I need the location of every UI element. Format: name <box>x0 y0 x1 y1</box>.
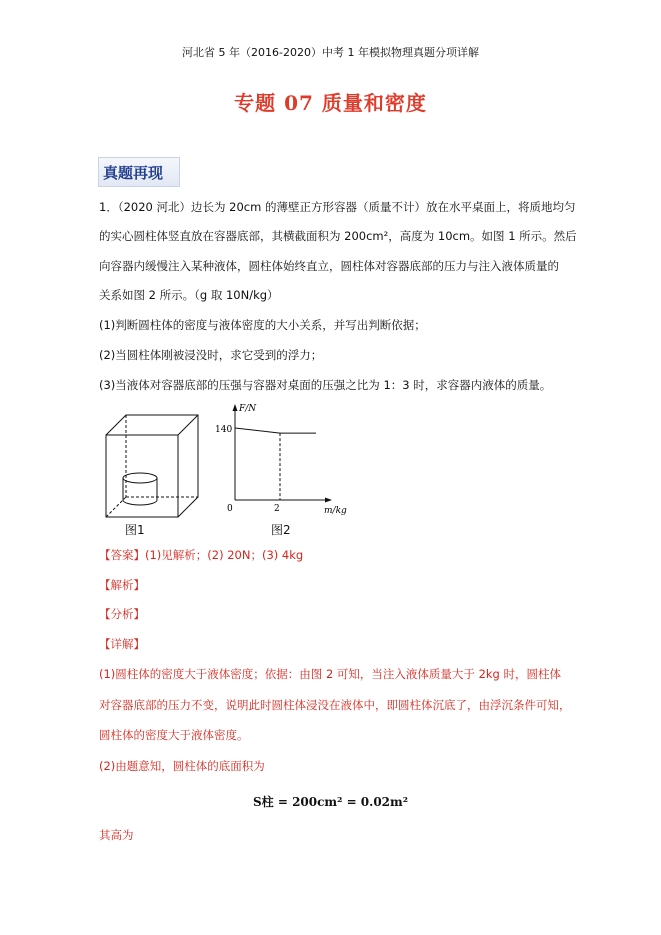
area-formula: S柱 = 200cm² = 0.02m² <box>253 795 408 809</box>
part-2-line: (2)由题意知，圆柱体的底面积为 <box>99 759 265 773</box>
origin-label: 0 <box>227 504 233 514</box>
detail-line-3: 圆柱体的密度大于液体密度。 <box>99 728 249 742</box>
cylinder-bottom <box>123 500 157 505</box>
x-axis-label: m/kg <box>324 506 347 516</box>
detail-line-1: (1)圆柱体的密度大于液体密度；依据：由图 2 可知，当注入液体质量大于 2kg 时，圆柱体 <box>99 667 562 681</box>
height-line: 其高为 <box>99 828 134 842</box>
figure-2-chart <box>215 398 368 520</box>
page-header: 河北省 5 年（2016-2020）中考 1 年模拟物理真题分项详解 <box>182 46 479 59</box>
x-axis-arrow <box>325 498 332 503</box>
question-part-1: (1)判断圆柱体的密度与液体密度的大小关系，并写出判断依据； <box>99 318 426 332</box>
y-tick-label-140: 140 <box>215 425 233 435</box>
x-tick-label-2: 2 <box>274 504 280 514</box>
question-line-3: 向容器内缓慢注入某种液体，圆柱体始终直立，圆柱体对容器底部的压力与注入液体质量的 <box>99 259 559 273</box>
question-line-4: 关系如图 2 所示。（g 取 10N/kg） <box>99 288 279 302</box>
cube-back-edges <box>106 415 198 517</box>
figure-2-caption: 图2 <box>271 523 291 537</box>
question-line-2: 的实心圆柱体竖直放在容器底部，其横截面积为 200cm²，高度为 10cm。如图 1 所示。然后 <box>99 229 577 243</box>
y-axis-label: F/N <box>239 404 257 414</box>
section-heading: 真题再现 <box>103 164 164 182</box>
answer-text: (1)见解析；(2) 20N；(3) 4kg <box>145 548 304 562</box>
answer-row <box>99 548 303 563</box>
answer-label: 【答案】 <box>99 548 145 562</box>
cube-top-right-edge <box>178 415 198 435</box>
question-part-3: (3)当液体对容器底部的压强与容器对桌面的压强之比为 1：3 时，求容器内液体的质量。 <box>99 378 552 392</box>
section-heading-box <box>98 157 180 187</box>
force-vs-mass-line <box>235 428 316 433</box>
question-line-1: 1．（2020 河北）边长为 20cm 的薄壁正方形容器（质量不计）放在水平桌面上，将质地均匀 <box>99 200 576 214</box>
figure-1-caption: 图1 <box>125 523 145 537</box>
detail-label: 【详解】 <box>99 637 145 651</box>
figure-1-container-diagram <box>100 405 200 525</box>
cylinder-top <box>123 473 157 483</box>
fenxi-label: 【分析】 <box>99 607 145 621</box>
page-title: 专题 07 质量和密度 <box>234 91 427 115</box>
question-part-2: (2)当圆柱体刚被浸没时，求它受到的浮力； <box>99 348 323 362</box>
y-axis-arrow <box>233 404 238 411</box>
detail-line-2: 对容器底部的压力不变，说明此时圆柱体浸没在液体中，即圆柱体沉底了，由浮沉条件可知， <box>99 698 571 712</box>
analysis-label: 【解析】 <box>99 578 145 592</box>
